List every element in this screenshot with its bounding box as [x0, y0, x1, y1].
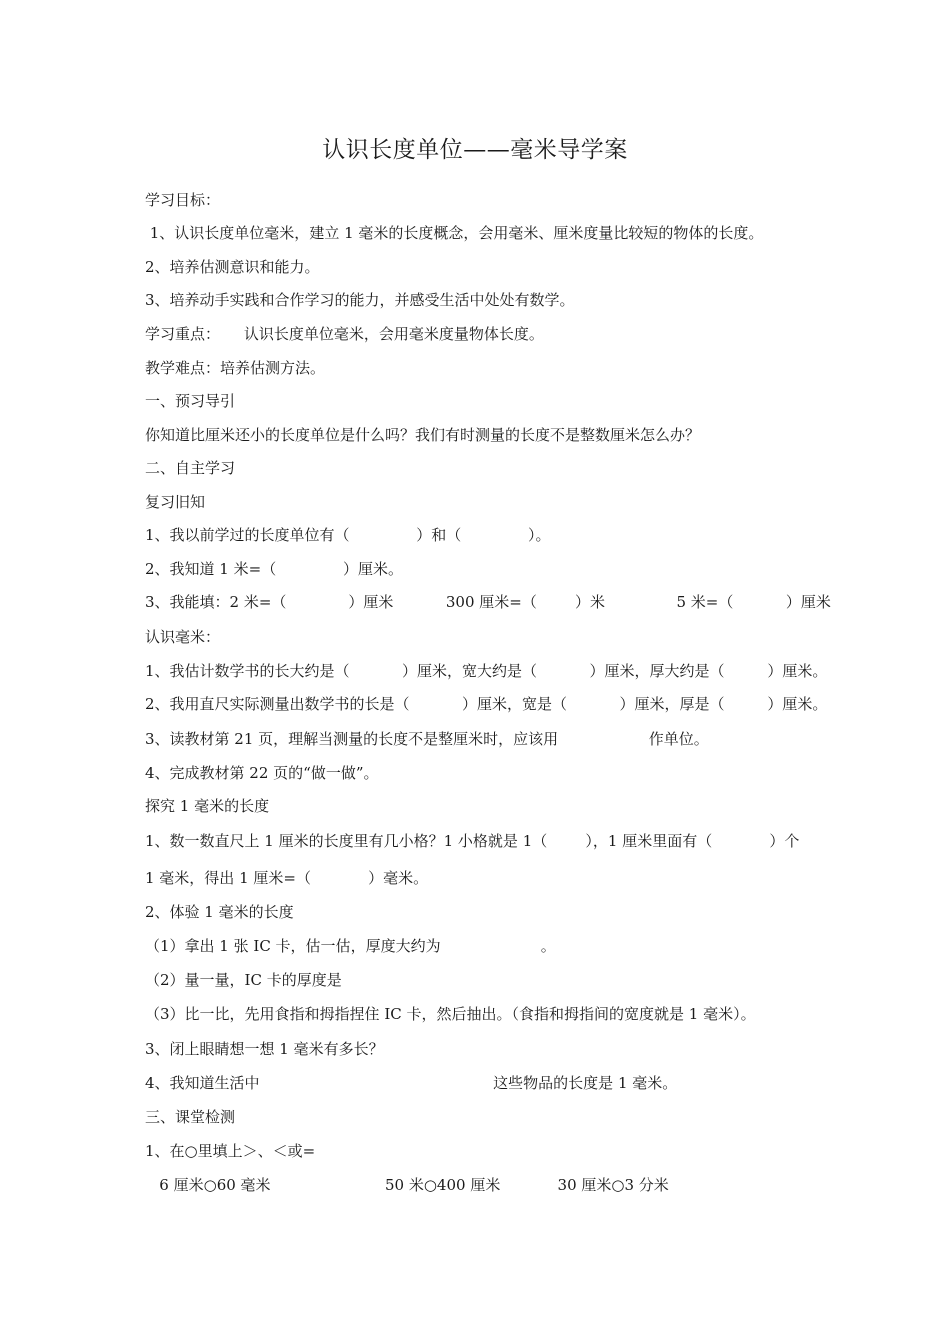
text-line: 2、我知道 1 米=（ ）厘米。 — [145, 560, 403, 578]
subheading: 认识毫米： — [145, 628, 221, 646]
text-line: 2、我用直尺实际测量出数学书的长是（ ）厘米，宽是（ ）厘米，厚是（ ）厘米。 — [145, 695, 828, 713]
text-line: 1、我估计数学书的长大约是（ ）厘米，宽大约是（ ）厘米，厚大约是（ ）厘米。 — [145, 662, 828, 680]
text-line: 2、体验 1 毫米的长度 — [145, 903, 294, 921]
text-line: 3、闭上眼睛想一想 1 毫米有多长？ — [145, 1040, 384, 1058]
text-line: 1 毫米，得出 1 厘米=（ ）毫米。 — [145, 869, 429, 887]
text-line: 6 厘米○60 毫米 50 米○400 厘米 30 厘米○3 分米 — [145, 1176, 669, 1194]
text-line: 学习重点： 认识长度单位毫米，会用毫米度量物体长度。 — [145, 325, 544, 343]
subheading: 探究 1 毫米的长度 — [145, 797, 270, 815]
text-line: 4、完成教材第 22 页的“做一做”。 — [145, 764, 379, 782]
text-line: 3、读教材第 21 页，理解当测量的长度不是整厘米时，应该用 作单位。 — [145, 730, 709, 748]
text-line: 3、培养动手实践和合作学习的能力，并感受生活中处处有数学。 — [145, 291, 575, 309]
subheading: 复习旧知 — [145, 493, 206, 511]
text-line: （1）拿出 1 张 IC 卡，估一估，厚度大约为 。 — [145, 937, 556, 955]
text-line: 4、我知道生活中 这些物品的长度是 1 毫米。 — [145, 1074, 678, 1092]
section-heading: 三、课堂检测 — [145, 1108, 236, 1126]
text-line: 3、我能填：2 米=（ ）厘米 300 厘米=（ ）米 5 米=（ ）厘米 — [145, 593, 831, 611]
text-line: 1、数一数直尺上 1 厘米的长度里有几小格？1 小格就是 1（ ），1 厘米里面有（ ）个 — [145, 832, 800, 850]
text-line: 1、在○里填上＞、＜或= — [145, 1142, 316, 1160]
text-line: 教学难点：培养估测方法。 — [145, 359, 326, 377]
document-title: 认识长度单位——毫米导学案 — [322, 137, 628, 163]
section-heading: 二、自主学习 — [145, 459, 236, 477]
text-line: 1、我以前学过的长度单位有（ ）和（ ）。 — [145, 526, 551, 544]
text-line: 1、认识长度单位毫米，建立 1 毫米的长度概念，会用毫米、厘米度量比较短的物体的长度。 — [145, 224, 764, 242]
text-line: 2、培养估测意识和能力。 — [145, 258, 320, 276]
text-line: 你知道比厘米还小的长度单位是什么吗？我们有时测量的长度不是整数厘米怎么办？ — [145, 426, 701, 444]
section-heading: 一、预习导引 — [145, 392, 236, 410]
text-line: （2）量一量，IC 卡的厚度是 — [145, 971, 342, 989]
text-line: 学习目标： — [145, 191, 221, 209]
text-line: （3）比一比，先用食指和拇指捏住 IC 卡，然后抽出。（食指和拇指间的宽度就是 1 毫米）。 — [145, 1005, 756, 1023]
